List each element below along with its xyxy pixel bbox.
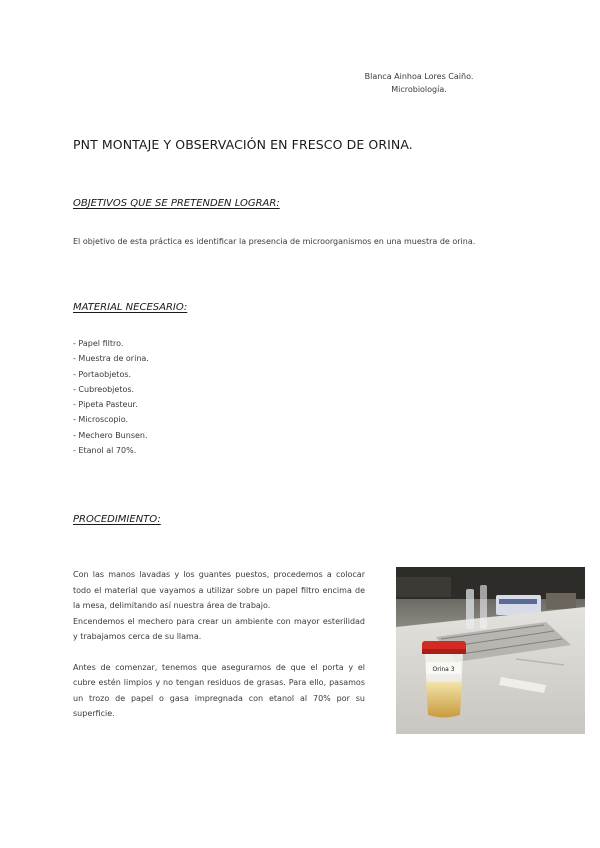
procedure-paragraph: Encendemos el mechero para crear un ambiente con mayor esterilidad y trabajamos cerca de su llama.	[73, 616, 365, 641]
material-item: - Microscopio.	[73, 415, 129, 425]
materials-list	[73, 336, 149, 458]
tube-label: Orina 3	[432, 666, 455, 673]
procedure-paragraph: Con las manos lavadas y los guantes puestos, procedemos a colocar todo el material que vayamos a utilizar sobre un papel filtro encima de la mesa, delimitando así nuestra área de trabajo.	[73, 570, 365, 610]
procedure-text	[73, 567, 365, 722]
author-block	[300, 70, 538, 96]
objectives-text: El objetivo de esta práctica es identificar la presencia de microorganismos en una muestra de orina.	[73, 237, 476, 246]
material-item: - Pipeta Pasteur.	[73, 400, 138, 410]
procedure-paragraph: Antes de comenzar, tenemos que asegurarnos de que el porta y el cubre estén limpios y no tengan residuos de grasas. Para ello, pasamos un trozo de papel o gasa impregnada con etanol al 70% por su superficie.	[73, 662, 365, 718]
procedure-heading: PROCEDIMIENTO:	[73, 514, 161, 525]
material-item: - Papel filtro.	[73, 339, 124, 348]
material-item: - Cubreobjetos.	[73, 384, 135, 394]
material-item: - Etanol al 70%.	[73, 446, 137, 456]
lab-photo	[396, 567, 585, 734]
objectives-heading: OBJETIVOS QUE SE PRETENDEN LOGRAR:	[73, 198, 280, 209]
subject-name: Microbiología.	[391, 85, 447, 94]
material-item: - Mechero Bunsen.	[73, 430, 148, 440]
document-title: PNT MONTAJE Y OBSERVACIÓN EN FRESCO DE ORINA.	[73, 137, 413, 152]
author-name: Blanca Ainhoa Lores Caiño.	[364, 72, 474, 81]
materials-heading: MATERIAL NECESARIO:	[73, 302, 188, 313]
material-item: - Muestra de orina.	[73, 354, 149, 364]
material-item: - Portaobjetos.	[73, 369, 132, 379]
